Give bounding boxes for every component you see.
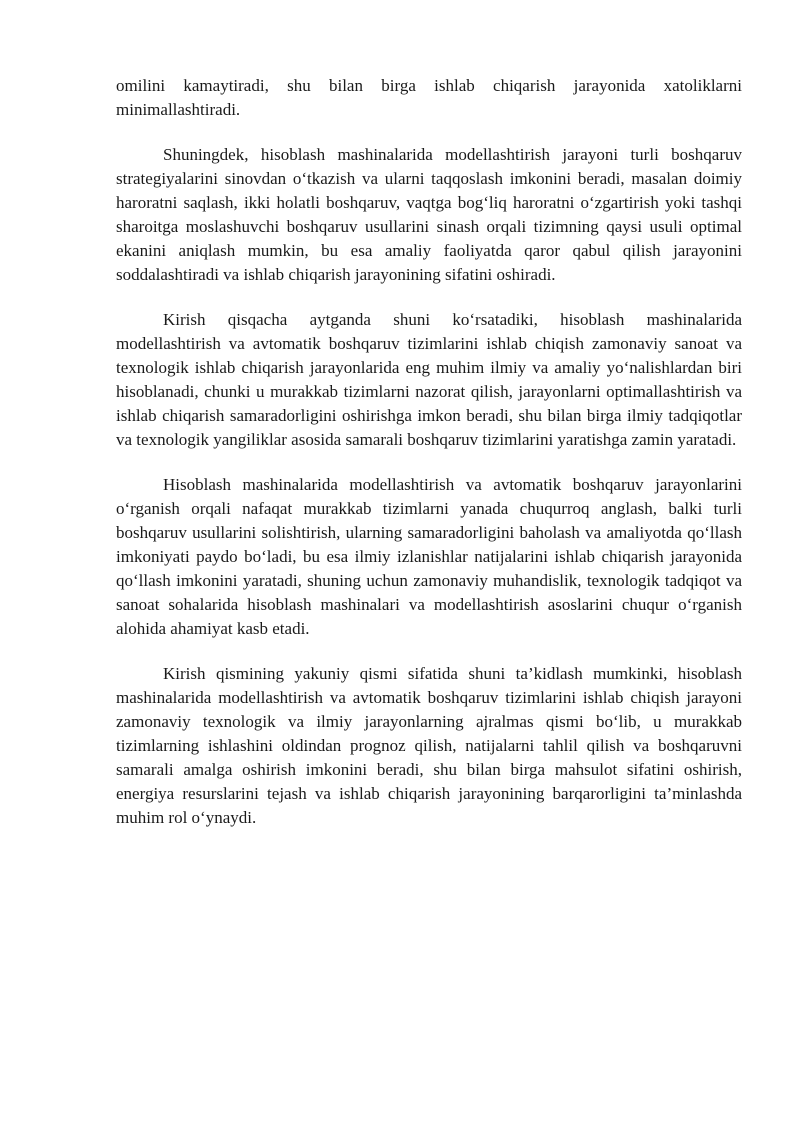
paragraph-conclusion: Kirish qismining yakuniy qismi sifatida shuni ta’kidlash mumkinki, hisoblash mashinalarida modellashtirish va avtomatik boshqaruv tizimlarini ishlab chiqish jarayoni zamonaviy texnologik va ilmiy jarayonlarning ajralmas qismi bo‘lib, u murakkab tizimlarning ishlashini oldindan prognoz qilish, natijalarni tahlil qilish va boshqaruvni samarali amalga oshirish imkonini beradi, shu bilan birga mahsulot sifatini oshirish, energiya resurslarini tejash va ishlab chiqarish jarayonining barqarorligini ta’minlashda muhim rol o‘ynaydi. [116, 664, 742, 827]
paragraph-summary: Kirish qisqacha aytganda shuni ko‘rsatadiki, hisoblash mashinalarida modellashtirish va avtomatik boshqaruv tizimlarini ishlab chiqish zamonaviy sanoat va texnologik ishlab chiqarish jarayonlarida eng muhim ilmiy va amaliy yo‘nalishlardan biri hisoblanadi, chunki u murakkab tizimlarni nazorat qilish, jarayonlarni optimallashtirish va ishlab chiqarish samaradorligini oshirishga imkon beradi, shu bilan birga ilmiy tadqiqotlar va texnologik yangiliklar asosida samarali boshqaruv tizimlarini yaratishga zamin yaratadi. [116, 310, 742, 449]
paragraph-strategies: Shuningdek, hisoblash mashinalarida modellashtirish jarayoni turli boshqaruv strategiyalarini sinovdan o‘tkazish va ularni taqqoslash imkonini beradi, masalan doimiy haroratni saqlash, ikki holatli boshqaruv, vaqtga bog‘liq haroratni o‘zgartirish yoki tashqi sharoitga moslashuvchi boshqaruv usullarini sinash orqali tizimning qaysi usuli optimal ekanini aniqlash mumkin, bu esa amaliy faoliyatda qaror qabul qilish jarayonini soddalashtiradi va ishlab chiqarish jarayonining sifatini oshiradi. [116, 145, 742, 284]
paragraph-study-benefits: Hisoblash mashinalarida modellashtirish va avtomatik boshqaruv jarayonlarini o‘rganish orqali nafaqat murakkab tizimlarni yanada chuqurroq anglash, balki turli boshqaruv usullarini solishtirish, ularning samaradorligini baholash va amaliyotda qo‘llash imkoniyati paydo bo‘ladi, bu esa ilmiy izlanishlar natijalarini ishlab chiqarish jarayonida qo‘llash imkonini yaratadi, shuning uchun zamonaviy muhandislik, texnologik tadqiqot va sanoat sohalarida hisoblash mashinalari va modellashtirish asoslarini chuqur o‘rganish alohida ahamiyat kasb etadi. [116, 475, 742, 638]
document-body [116, 74, 742, 851]
paragraph-continuation: omilini kamaytiradi, shu bilan birga ishlab chiqarish jarayonida xatoliklarni minimallashtiradi. [116, 76, 742, 119]
